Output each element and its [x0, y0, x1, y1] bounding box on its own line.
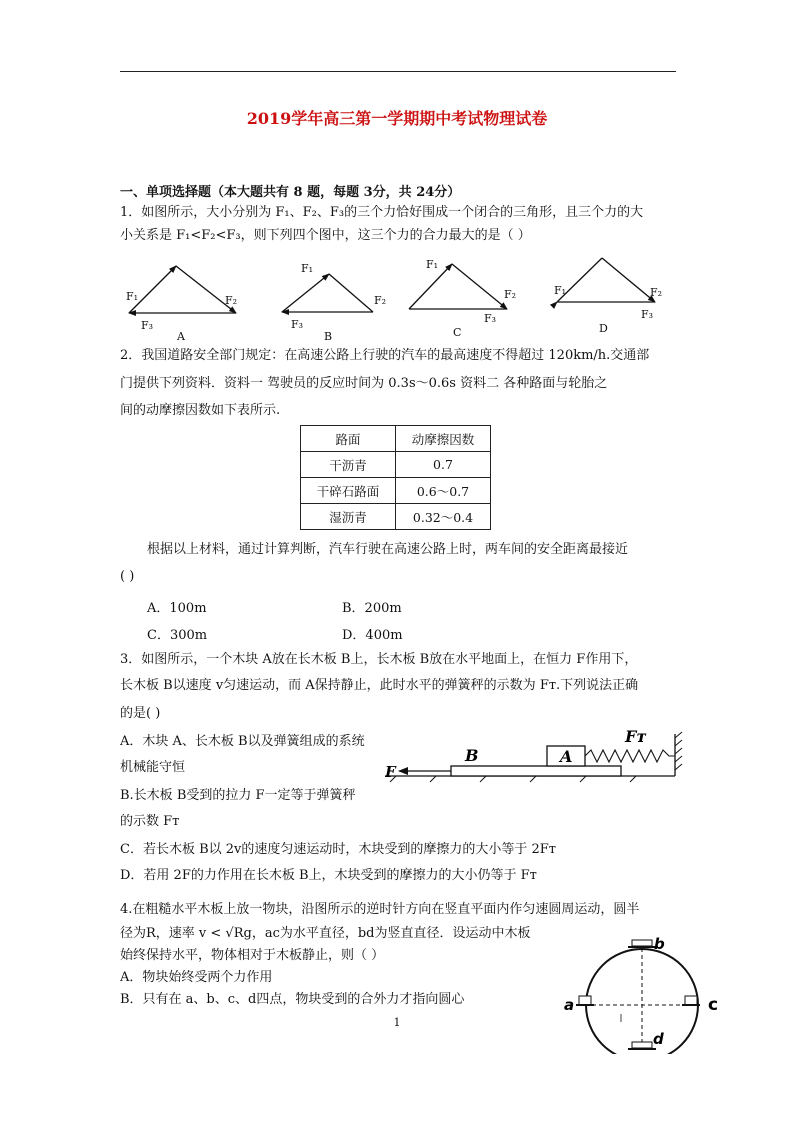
friction-table [300, 425, 491, 530]
header-rule [120, 71, 676, 72]
q2-option-b: B．200m [342, 601, 402, 616]
q4-line2: 径为R，速率 v < √Rg，ac为水平直径，bd为竖直直径．设运动中木板 [120, 926, 531, 941]
exam-title: 2019学年高三第一学期期中考试物理试卷 [246, 109, 548, 128]
q2-line2: 门提供下列资料．资料一 驾驶员的反应时间为 0.3s～0.6s 资料二 各种路面与轮胎之 [120, 376, 608, 391]
q1-line2: 小关系是 F₁<F₂<F₃，则下列四个图中，这三个力的合力最大的是（ ） [120, 228, 531, 243]
q2-line5: ( ) [120, 569, 135, 584]
fig-a-caption: A [177, 330, 185, 343]
table-cell: 干沥青 [301, 452, 396, 478]
q3-option-c: C．若长木板 B以 2v的速度匀速运动时，木块受到的摩擦力的大小等于 2Fᴛ [120, 842, 556, 857]
page-number: 1 [393, 1016, 401, 1029]
board-b-top [628, 940, 656, 947]
table-cell: 0.7 [396, 452, 491, 478]
q3-line3: 的是( ) [120, 706, 161, 721]
q2-option-a: A．100m [147, 601, 207, 616]
q4-option-a: A．物块始终受两个力作用 [120, 970, 273, 985]
q4-line1: 4.在粗糙水平木板上放一物块，沿图所示的逆时针方向在竖直平面内作匀速圆周运动，圆半 [120, 902, 640, 917]
q3-option-b-line2: 的示数 Fᴛ [120, 814, 180, 829]
fig-c-f1: F₁ [426, 258, 439, 271]
figure-b [282, 262, 386, 343]
fig-c-f2: F₂ [504, 288, 517, 301]
label-b: B [465, 746, 479, 765]
table-cell: 湿沥青 [301, 504, 396, 530]
point-d-label: d [653, 1030, 664, 1048]
q4-circle-figure [562, 930, 728, 1054]
fig-d-f2: F₂ [650, 286, 663, 299]
label-f: F [385, 763, 396, 781]
fig-c-caption: C [453, 326, 462, 339]
q2-line1: 2．我国道路安全部门规定：在高速公路上行驶的汽车的最高速度不得超过 120km/h.交通部 [120, 348, 650, 363]
board-d-bottom [628, 1042, 656, 1049]
q4-line3: 始终保持水平，物体相对于木板静止，则（ ） [120, 948, 385, 963]
table-cell: 0.32～0.4 [396, 504, 491, 530]
fig-a-f3: F₃ [141, 319, 154, 332]
q1-triangle-figures [115, 252, 695, 346]
figure-a [126, 266, 237, 343]
table-header: 动摩擦因数 [396, 426, 491, 452]
q3-option-b-line1: B.长木板 B受到的拉力 F一定等于弹簧秤 [120, 788, 356, 803]
q2-option-d: D．400m [342, 628, 403, 643]
fig-c-f3: F₃ [484, 312, 497, 325]
board-c-right [682, 996, 700, 1005]
q3-option-a-line2: 机械能守恒 [120, 760, 186, 775]
q3-option-d: D．若用 2F的力作用在长木板 B上，木块受到的摩擦力的大小仍等于 Fᴛ [120, 868, 537, 883]
q2-option-c: C．300m [147, 628, 208, 643]
point-a-label: a [564, 996, 575, 1014]
q3-option-a-line1: A．木块 A、长木板 B以及弹簧组成的系统 [120, 734, 365, 749]
figure-c [409, 258, 516, 339]
fig-b-caption: B [324, 330, 333, 343]
q3-line2: 长木板 B以速度 v匀速运动，而 A保持静止，此时水平的弹簧秤的示数为 Fᴛ.下列说法正确 [120, 678, 639, 693]
point-c-label: c [708, 995, 719, 1015]
fig-b-f2: F₂ [374, 294, 387, 307]
table-row [301, 504, 491, 530]
fig-a-f1: F₁ [126, 290, 139, 303]
section-heading: 一、单项选择题（本大题共有 8 题，每题 3分，共 24分） [120, 185, 461, 200]
fig-d-caption: D [599, 322, 608, 335]
table-header: 路面 [301, 426, 396, 452]
point-b-label: b [654, 935, 665, 953]
figure-d [554, 258, 662, 335]
table-cell: 干碎石路面 [301, 478, 396, 504]
spring [585, 750, 675, 762]
q3-spring-figure [385, 724, 685, 786]
q1-line1: 1．如图所示，大小分别为 F₁、F₂、F₃的三个力恰好围成一个闭合的三角形，且三个力的大 [120, 205, 644, 220]
table-header-row [301, 426, 491, 452]
table-row [301, 478, 491, 504]
fig-b-f3: F₃ [291, 318, 304, 331]
table-cell: 0.6～0.7 [396, 478, 491, 504]
q4-option-b: B．只有在 a、b、c、d四点，物块受到的合外力才指向圆心 [120, 992, 465, 1007]
table-row [301, 452, 491, 478]
fig-a-f2: F₂ [225, 294, 238, 307]
q2-line4: 根据以上材料，通过计算判断，汽车行驶在高速公路上时，两车间的安全距离最接近 [147, 542, 629, 557]
fig-b-f1: F₁ [301, 262, 314, 275]
board-b [451, 766, 621, 776]
label-ft: Fᴛ [625, 727, 647, 746]
fig-d-f3: F₃ [641, 308, 654, 321]
q3-line1: 3．如图所示，一个木块 A放在长木板 B上，长木板 B放在水平地面上，在恒力 F作用下， [120, 652, 638, 667]
fig-d-f1: F₁ [554, 284, 567, 297]
board-a-left [576, 996, 594, 1005]
q2-line3: 间的动摩擦因数如下表所示. [120, 403, 281, 418]
label-a: A [560, 747, 573, 766]
